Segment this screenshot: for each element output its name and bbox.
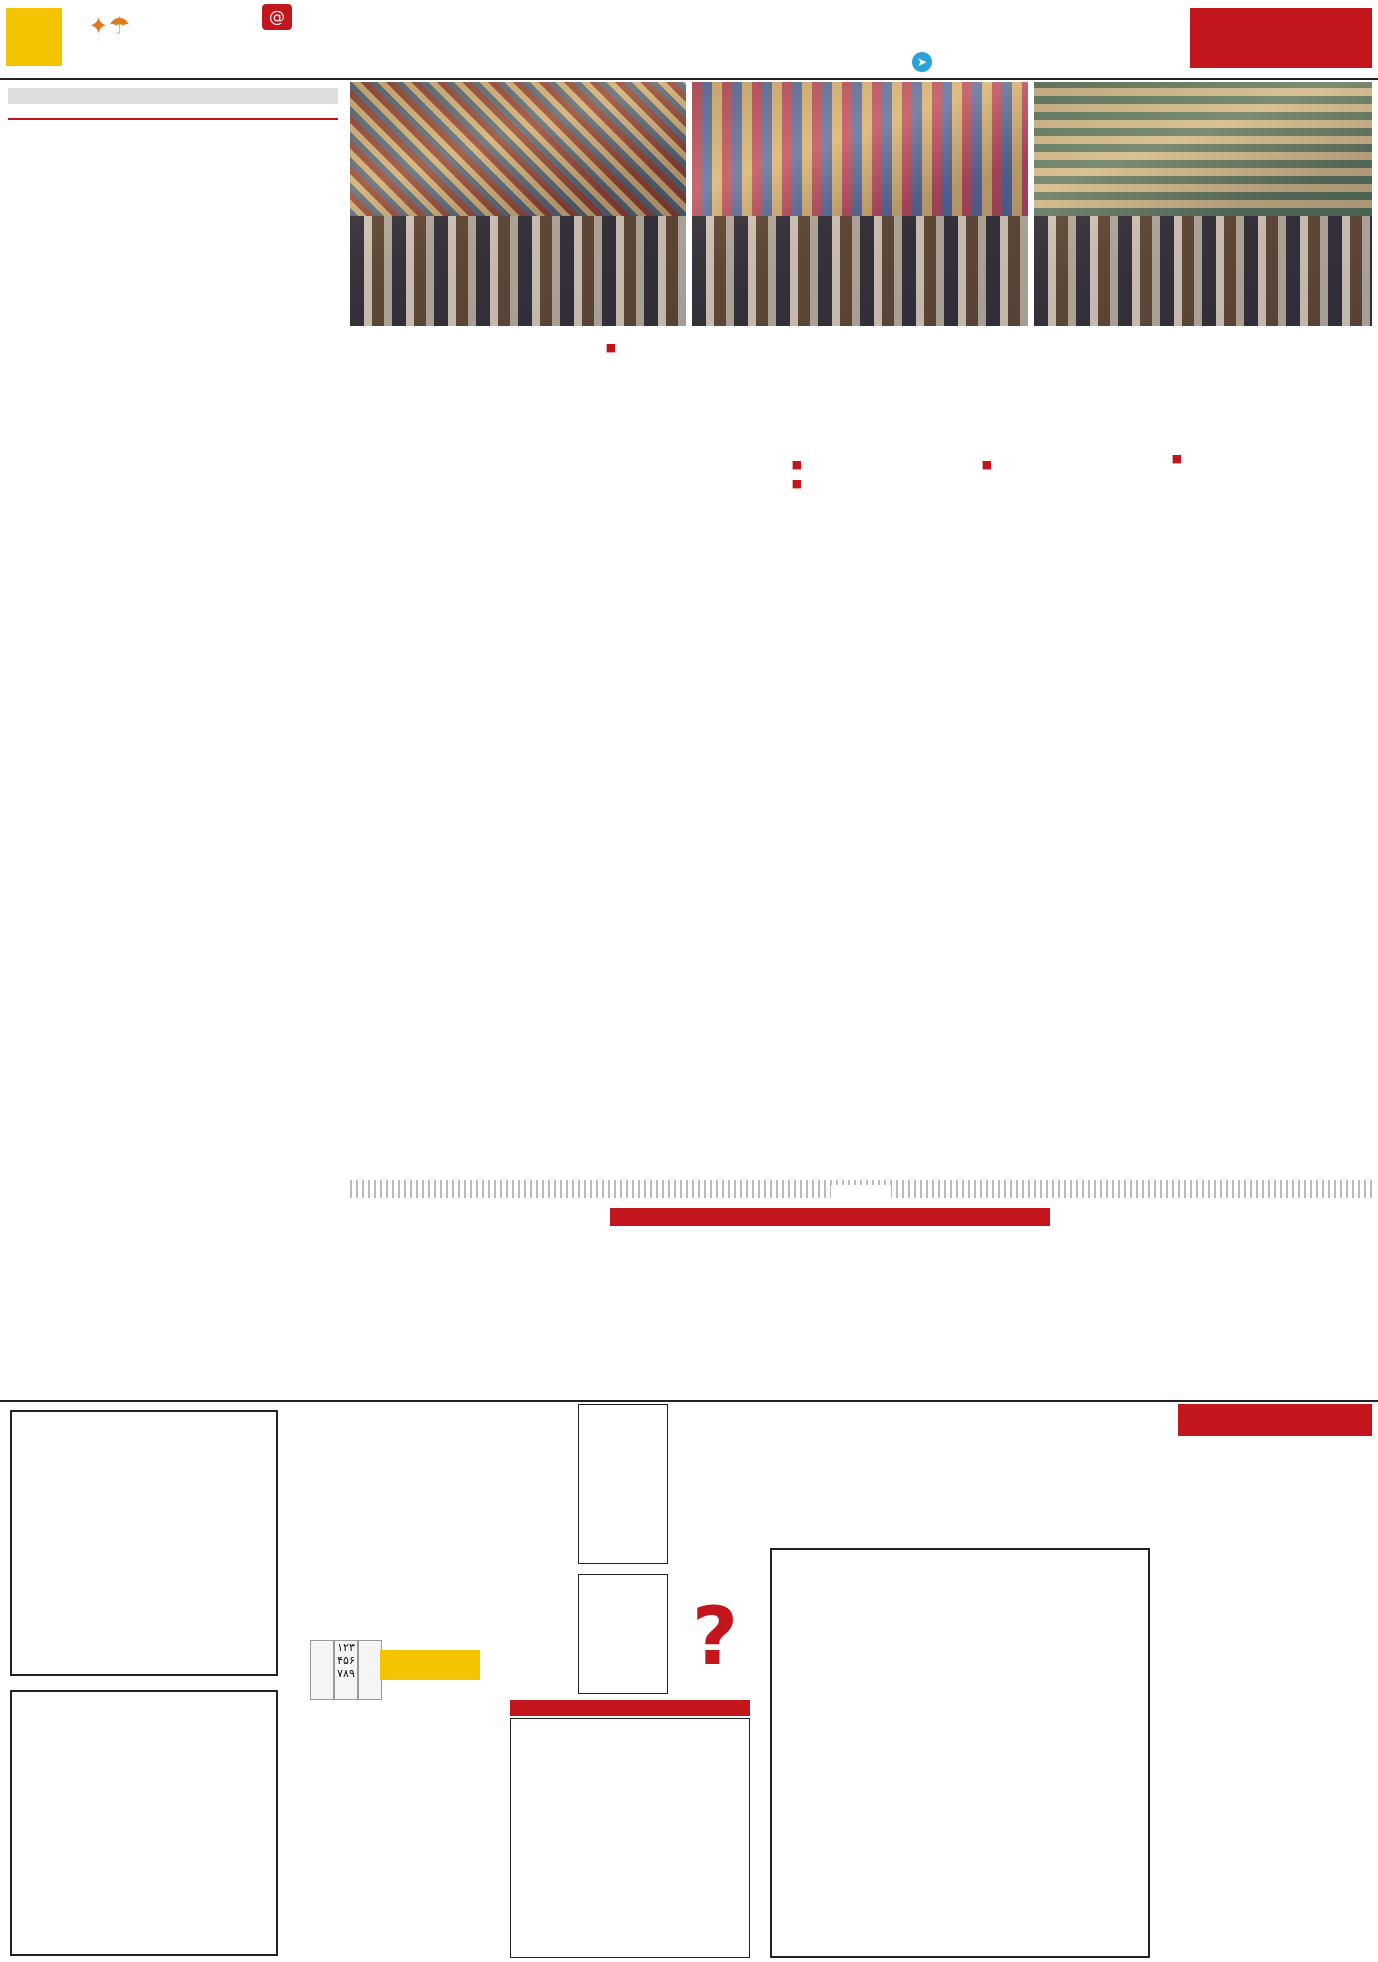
easy-sudoku-grid[interactable] — [10, 1410, 278, 1676]
main-col-4 — [624, 452, 802, 1164]
answer-title — [510, 1700, 750, 1716]
telegram-icon: ➤ — [912, 52, 932, 72]
hard-sudoku-grid[interactable] — [10, 1690, 278, 1956]
event-col-3 — [610, 1262, 820, 1382]
page-number — [6, 8, 62, 66]
subhead-last-word — [350, 341, 616, 354]
news-section-label — [8, 88, 338, 104]
question-mark-graphic: ? — [691, 1590, 739, 1683]
crossword-answer-grid — [510, 1718, 750, 1958]
decorative-icons: ☂✦ — [88, 12, 130, 40]
sudoku-cube-icon: ۱۲۳ ۴۵۶ ۷۸۹ — [310, 1640, 382, 1700]
header — [0, 0, 1378, 80]
left-news-column — [8, 88, 338, 1398]
event-col-4 — [350, 1208, 600, 1383]
subhead-cooperation — [1004, 452, 1182, 465]
crossword-column-numbers — [770, 1528, 1150, 1546]
sudoku-number-badge — [700, 1404, 730, 1440]
event-section-label — [350, 1180, 1372, 1198]
sudoku-issue-number — [380, 1650, 480, 1680]
crossword-grid[interactable] — [770, 1548, 1150, 1958]
main-col-1 — [1194, 452, 1372, 1164]
subhead-readiness — [814, 458, 992, 471]
crossword-title — [1178, 1404, 1372, 1436]
envelope-icon: @ — [262, 4, 292, 30]
crossword-row-numbers — [1152, 1548, 1170, 1958]
designer-credit — [492, 1770, 508, 1950]
crossword-extra-clues — [770, 1404, 1165, 1522]
easy-sudoku-solution — [578, 1404, 668, 1564]
photo-tourists-hall — [1034, 82, 1372, 326]
about-sudoku-text — [285, 1840, 485, 1950]
masthead-logo — [1190, 8, 1372, 68]
subhead-eager — [624, 477, 802, 490]
rules-text — [285, 1508, 485, 1618]
event-section — [350, 1180, 1372, 1385]
event-kicker — [610, 1208, 1050, 1226]
main-col-3 — [814, 452, 992, 1164]
subhead-shared-culture — [624, 458, 802, 471]
hard-sudoku-solution — [578, 1574, 668, 1694]
event-col-2 — [830, 1262, 1050, 1382]
photo-tourists-mosque — [692, 82, 1028, 326]
event-col-1 — [1088, 1208, 1372, 1383]
photo-tourists-garden — [350, 82, 686, 326]
crossword-clues — [1172, 1442, 1372, 1957]
main-col-5 — [350, 335, 616, 1164]
main-col-2 — [1004, 452, 1182, 1164]
